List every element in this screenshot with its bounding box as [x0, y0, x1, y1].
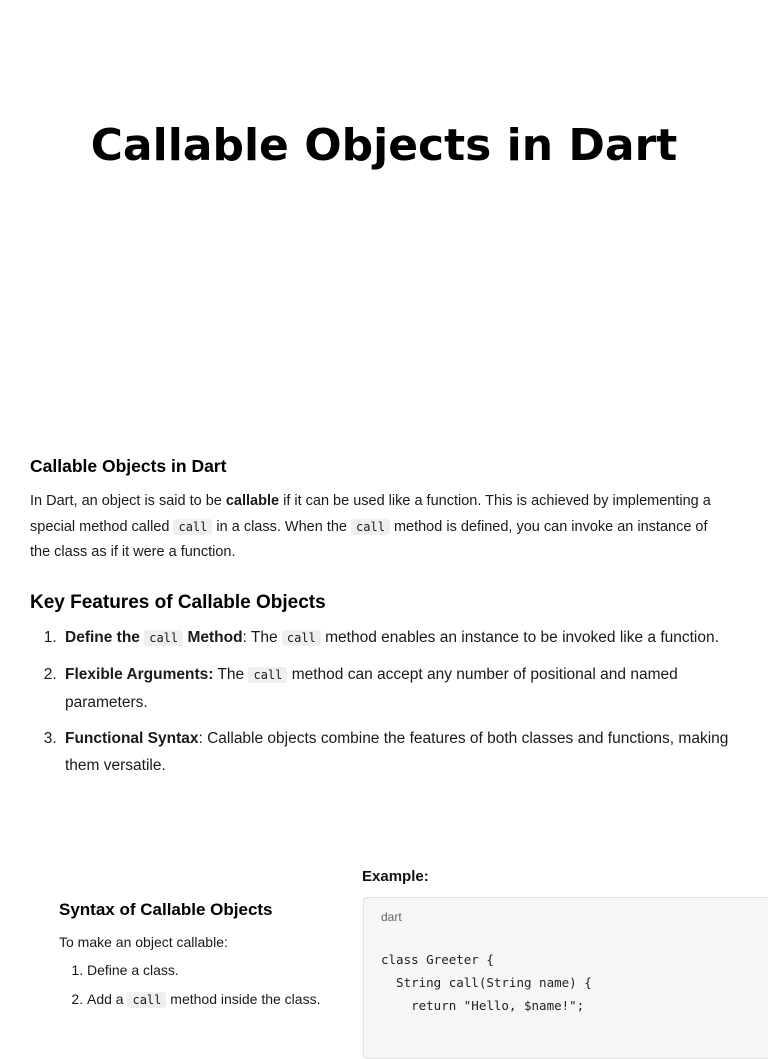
feature-1-text-2: method enables an instance to be invoked like a function. — [320, 628, 719, 646]
intro-text-1: In Dart, an object is said to be — [30, 493, 226, 509]
syntax-steps-list — [59, 962, 349, 1007]
feature-3-bold: Functional Syntax — [65, 729, 199, 747]
inline-code-call: call — [351, 519, 390, 535]
features-heading: Key Features of Callable Objects — [30, 591, 326, 613]
document-body — [30, 456, 730, 788]
intro-heading: Callable Objects in Dart — [30, 456, 227, 476]
step-2-text-b: method inside the class. — [166, 991, 321, 1007]
intro-text-2: if it can be used like a function. This is achieved by implementing a special method called — [30, 493, 711, 535]
code-block[interactable] — [363, 897, 768, 1059]
feature-1-bold-b: Method — [183, 628, 243, 646]
intro-text-3: in a class. When the — [212, 518, 352, 535]
step-2-text-a: Add a — [87, 991, 128, 1007]
feature-3-text: : Callable objects combine the features of both classes and functions, making them versatile. — [65, 729, 729, 774]
syntax-section — [59, 900, 349, 1020]
syntax-intro: To make an object callable: — [59, 934, 228, 950]
feature-2-bold: Flexible Arguments: — [65, 665, 214, 683]
syntax-heading: Syntax of Callable Objects — [59, 900, 273, 919]
example-label: Example: — [362, 868, 429, 885]
inline-code-call: call — [144, 630, 183, 646]
intro-bold-callable: callable — [225, 493, 280, 509]
list-item — [61, 624, 730, 652]
intro-paragraph — [30, 489, 730, 566]
list-item: 1. Define a class. — [87, 962, 349, 978]
feature-2-text: The — [213, 665, 249, 683]
intro-text-4: method is defined, you can invoke an instance of the class as if it were a function. — [30, 518, 708, 560]
inline-code-call: call — [248, 667, 287, 683]
list-item — [87, 991, 349, 1007]
inline-code-call: call — [173, 519, 212, 535]
feature-1-bold — [65, 629, 243, 646]
features-list — [30, 624, 730, 779]
page-title: Callable Objects in Dart — [90, 120, 678, 171]
inline-code-call: call — [127, 992, 166, 1008]
list-item — [61, 661, 730, 716]
code-language-label: dart — [381, 910, 402, 924]
feature-1-text: : The — [242, 628, 282, 646]
feature-1-bold-a: Define the — [65, 628, 145, 646]
inline-code-call: call — [282, 630, 321, 646]
list-item — [61, 725, 730, 779]
feature-2-text-2: method can accept any number of positional and named parameters. — [65, 665, 678, 711]
code-content[interactable]: class Greeter { String call(String name) { return "Hello, $name!"; — [381, 952, 592, 1013]
